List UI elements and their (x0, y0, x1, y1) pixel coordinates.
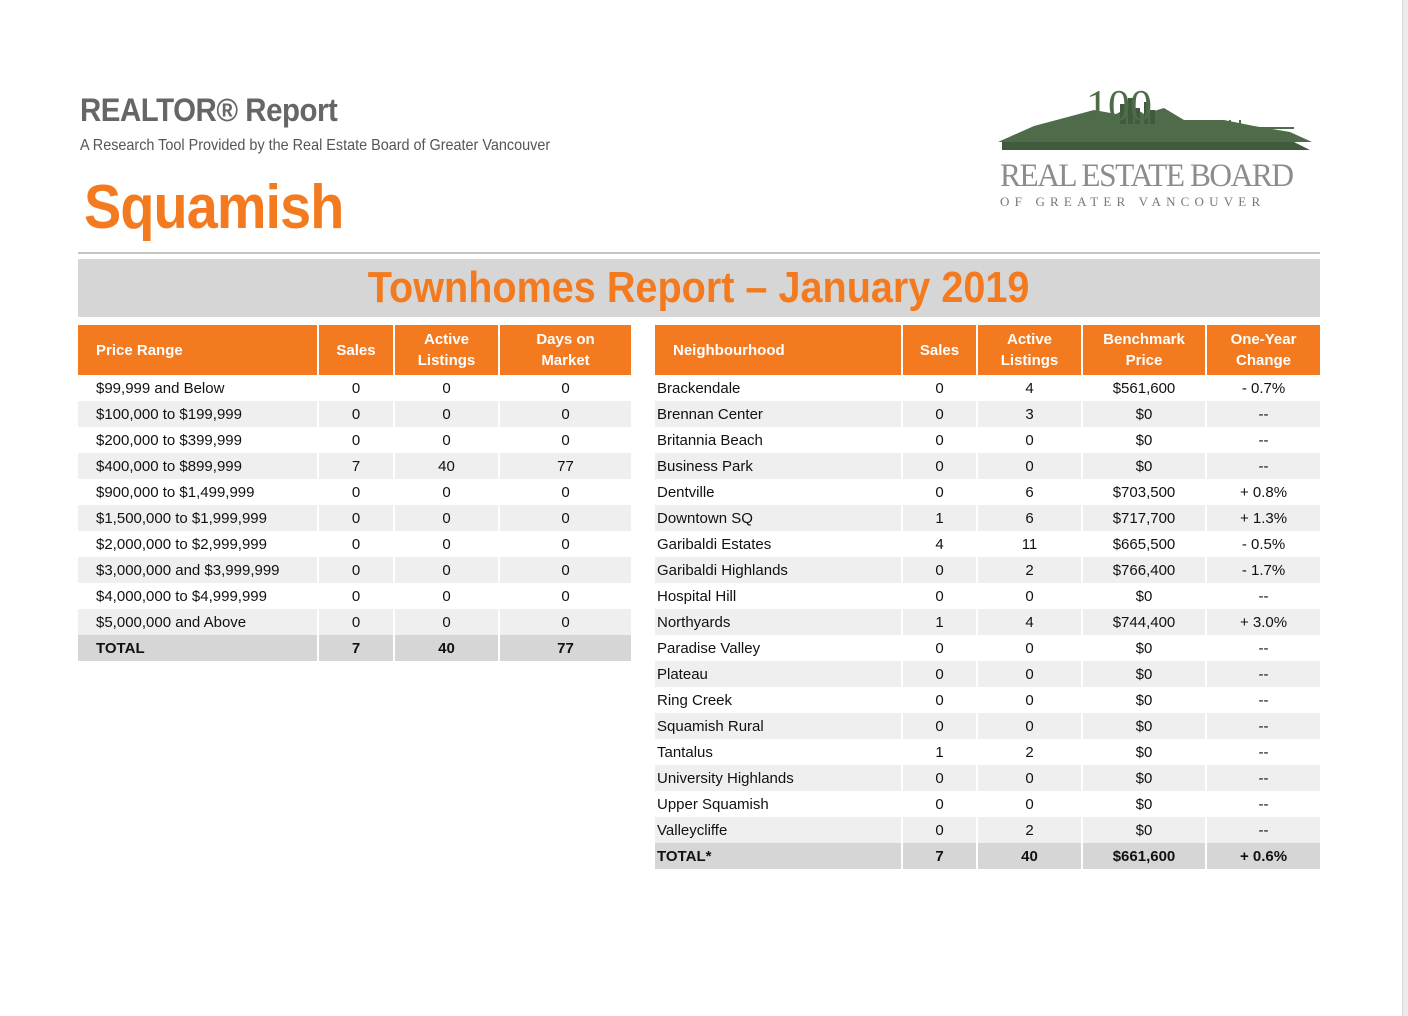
cell-days: 0 (500, 505, 631, 531)
table-row (78, 531, 631, 557)
col-header-neighbourhood: Neighbourhood (655, 325, 903, 375)
cell-active: 0 (395, 583, 500, 609)
table-row (78, 505, 631, 531)
table-row (655, 453, 1320, 479)
header-line: Active (423, 331, 470, 348)
cell-active: 6 (978, 505, 1083, 531)
header-line: Days on (536, 331, 595, 348)
cell-range: $3,000,000 and $3,999,999 (78, 557, 319, 583)
col-header-one-year-change (1207, 325, 1320, 375)
neighbourhood-table (655, 325, 1320, 869)
cell-days: 0 (561, 379, 570, 397)
cell-hood: University Highlands (655, 765, 903, 791)
cell-sales: 0 (903, 635, 978, 661)
cell-sales: 0 (903, 401, 978, 427)
cell-change: -- (1258, 691, 1269, 709)
cell-sales: 0 (903, 583, 978, 609)
cell-price: $0 (1083, 791, 1207, 817)
cell-sales: 7 (319, 453, 395, 479)
total-sales: 7 (903, 843, 978, 869)
cell-active: 0 (395, 609, 500, 635)
cell-hood: Squamish Rural (655, 713, 903, 739)
cell-price: $665,500 (1083, 531, 1207, 557)
cell-price: $744,400 (1083, 609, 1207, 635)
table-row (78, 557, 631, 583)
header-line: Listings (1000, 352, 1059, 369)
table-row (655, 609, 1320, 635)
table-row (78, 609, 631, 635)
table-row (655, 817, 1320, 843)
col-header-price-range: Price Range (78, 325, 319, 375)
cell-hood: Tantalus (655, 739, 903, 765)
table-row (655, 739, 1320, 765)
logo-line2: OF GREATER VANCOUVER (1000, 194, 1266, 209)
cell-active: 0 (978, 765, 1083, 791)
col-header-sales: Sales (319, 325, 395, 375)
cell-hood: Hospital Hill (655, 583, 903, 609)
cell-hood: Downtown SQ (655, 505, 903, 531)
cell-hood: Garibaldi Highlands (655, 557, 903, 583)
cell-sales: 0 (319, 583, 395, 609)
cell-change: -- (1207, 713, 1320, 739)
cell-sales: 0 (903, 817, 978, 843)
cell-sales: 1 (903, 609, 978, 635)
table-row (78, 427, 631, 453)
total-days: 77 (500, 635, 631, 661)
cell-active: 0 (395, 427, 500, 453)
col-header-active-listings (395, 325, 500, 375)
cell-active: 0 (395, 401, 500, 427)
cell-sales: 0 (319, 479, 395, 505)
cell-range: $2,000,000 to $2,999,999 (78, 531, 319, 557)
cell-price: $0 (1083, 817, 1207, 843)
table-header-row (655, 325, 1320, 375)
cell-days: 0 (561, 535, 570, 553)
cell-range: $400,000 to $899,999 (78, 453, 319, 479)
table-row (655, 765, 1320, 791)
total-row (78, 635, 631, 661)
cell-price: $0 (1083, 453, 1207, 479)
cell-active: 0 (978, 791, 1083, 817)
total-active: 40 (978, 843, 1083, 869)
cell-range: $99,999 and Below (78, 375, 319, 401)
report-subtitle: A Research Tool Provided by the Real Estate Board of Greater Vancouver (80, 137, 551, 154)
cell-sales: 0 (903, 713, 978, 739)
cell-change: -- (1207, 765, 1320, 791)
cell-active: 0 (978, 583, 1083, 609)
total-range: TOTAL (78, 635, 319, 661)
cell-sales: 0 (903, 375, 978, 401)
cell-change: -- (1258, 431, 1269, 449)
cell-sales: 0 (319, 505, 395, 531)
cell-days: 77 (500, 453, 631, 479)
total-sales: 7 (319, 635, 395, 661)
total-change: + 0.6% (1207, 843, 1320, 869)
table-row (655, 661, 1320, 687)
total-hood: TOTAL* (655, 843, 903, 869)
cell-range: $5,000,000 and Above (78, 609, 319, 635)
cell-days: 0 (500, 609, 631, 635)
table-row (655, 687, 1320, 713)
cell-hood: Northyards (655, 609, 903, 635)
table-row (78, 375, 631, 401)
cell-sales: 0 (319, 375, 395, 401)
cell-price: $0 (1083, 401, 1207, 427)
report-title: REALTOR® Report (80, 92, 338, 128)
table-row (655, 557, 1320, 583)
cell-active: 0 (395, 479, 500, 505)
cell-range: $200,000 to $399,999 (78, 427, 319, 453)
cell-active: 4 (978, 609, 1083, 635)
cell-range: $100,000 to $199,999 (78, 401, 319, 427)
report-banner (78, 259, 1320, 317)
header-line: One-Year (1230, 331, 1297, 348)
cell-active: 6 (978, 479, 1083, 505)
cell-active: 0 (395, 531, 500, 557)
cell-hood: Brennan Center (655, 401, 903, 427)
cell-price: $703,500 (1083, 479, 1207, 505)
header-line: Change (1235, 352, 1291, 369)
table-row (78, 401, 631, 427)
cell-active: 0 (978, 453, 1083, 479)
cell-sales: 0 (903, 557, 978, 583)
cell-sales: 4 (903, 531, 978, 557)
cell-active: 2 (978, 817, 1083, 843)
cell-active: 2 (978, 739, 1083, 765)
cell-active: 0 (978, 713, 1083, 739)
cell-change: + 1.3% (1207, 505, 1320, 531)
table-header-row (78, 325, 631, 375)
cell-days: 0 (500, 557, 631, 583)
table-row (78, 479, 631, 505)
area-title: Squamish (84, 173, 344, 242)
cell-price: $0 (1083, 765, 1207, 791)
col-header-active-listings (978, 325, 1083, 375)
cell-change: -- (1207, 817, 1320, 843)
cell-sales: 0 (903, 765, 978, 791)
cell-sales: 0 (903, 479, 978, 505)
cell-hood: Upper Squamish (655, 791, 903, 817)
cell-sales: 0 (319, 557, 395, 583)
cell-sales: 0 (319, 401, 395, 427)
cell-price: $0 (1083, 583, 1207, 609)
col-header-days-on-market (500, 325, 631, 375)
cell-days: 0 (561, 483, 570, 501)
board-logo (994, 80, 1318, 214)
table-row (655, 583, 1320, 609)
cell-change: -- (1207, 401, 1320, 427)
table-row (78, 583, 631, 609)
cell-active: 0 (395, 557, 500, 583)
table-row (655, 635, 1320, 661)
cell-price: $0 (1083, 739, 1207, 765)
cell-price: $0 (1083, 661, 1207, 687)
header-line: Active (1006, 331, 1053, 348)
page-edge (1402, 0, 1408, 1016)
table-row (78, 453, 631, 479)
cell-change: -- (1258, 743, 1269, 761)
table-row (655, 791, 1320, 817)
cell-change: - 1.7% (1207, 557, 1320, 583)
cell-sales: 0 (903, 661, 978, 687)
cell-hood: Paradise Valley (655, 635, 903, 661)
cell-active: 0 (978, 635, 1083, 661)
table-row (655, 505, 1320, 531)
logo-mark-icon (994, 80, 1318, 160)
cell-sales: 0 (903, 687, 978, 713)
cell-hood: Ring Creek (655, 687, 903, 713)
cell-change: - 0.5% (1241, 535, 1286, 553)
cell-active: 11 (978, 531, 1083, 557)
col-header-benchmark-price (1083, 325, 1207, 375)
cell-active: 0 (395, 375, 500, 401)
cell-range: $900,000 to $1,499,999 (78, 479, 319, 505)
table-row (655, 375, 1320, 401)
price-range-table (78, 325, 631, 661)
cell-change: -- (1258, 795, 1269, 813)
table-row (655, 401, 1320, 427)
cell-price: $717,700 (1083, 505, 1207, 531)
cell-change: + 0.8% (1239, 483, 1288, 501)
cell-price: $0 (1083, 713, 1207, 739)
table-row (655, 479, 1320, 505)
cell-sales: 1 (903, 505, 978, 531)
cell-price: $0 (1083, 427, 1207, 453)
cell-hood: Brackendale (655, 375, 903, 401)
cell-change: -- (1258, 639, 1269, 657)
header-line: Benchmark (1103, 331, 1185, 348)
cell-active: 0 (978, 427, 1083, 453)
cell-hood: Garibaldi Estates (655, 531, 903, 557)
cell-active: 0 (978, 661, 1083, 687)
cell-hood: Plateau (655, 661, 903, 687)
cell-hood: Dentville (655, 479, 903, 505)
cell-change: -- (1207, 453, 1320, 479)
total-row (655, 843, 1320, 869)
total-price: $661,600 (1083, 843, 1207, 869)
cell-active: 3 (978, 401, 1083, 427)
cell-sales: 0 (319, 427, 395, 453)
cell-active: 40 (395, 453, 500, 479)
cell-active: 0 (978, 687, 1083, 713)
cell-price: $766,400 (1083, 557, 1207, 583)
cell-range: $4,000,000 to $4,999,999 (78, 583, 319, 609)
cell-change: -- (1258, 587, 1269, 605)
cell-hood: Valleycliffe (655, 817, 903, 843)
logo-100-text: 100 (1086, 81, 1152, 130)
header-line: Price (1125, 352, 1163, 369)
cell-sales: 0 (903, 427, 978, 453)
cell-days: 0 (500, 401, 631, 427)
cell-change: -- (1207, 661, 1320, 687)
col-header-sales: Sales (903, 325, 978, 375)
cell-hood: Britannia Beach (655, 427, 903, 453)
cell-days: 0 (561, 587, 570, 605)
cell-sales: 0 (319, 531, 395, 557)
cell-range: $1,500,000 to $1,999,999 (78, 505, 319, 531)
header-divider (78, 252, 1320, 254)
cell-sales: 0 (319, 609, 395, 635)
banner-title: Townhomes Report – January 2019 (368, 263, 1030, 312)
header-line: Market (541, 352, 590, 369)
cell-change: - 0.7% (1241, 379, 1286, 397)
cell-price: $0 (1083, 635, 1207, 661)
total-active: 40 (395, 635, 500, 661)
cell-sales: 0 (903, 453, 978, 479)
cell-days: 0 (561, 431, 570, 449)
table-row (655, 713, 1320, 739)
cell-change: + 3.0% (1207, 609, 1320, 635)
cell-sales: 0 (903, 791, 978, 817)
cell-price: $0 (1083, 687, 1207, 713)
cell-active: 0 (395, 505, 500, 531)
cell-sales: 1 (903, 739, 978, 765)
header-line: Listings (417, 352, 476, 369)
cell-active: 2 (978, 557, 1083, 583)
logo-line1: REAL ESTATE BOARD (1000, 158, 1293, 194)
cell-hood: Business Park (655, 453, 903, 479)
cell-active: 4 (978, 375, 1083, 401)
table-row (655, 427, 1320, 453)
table-row (655, 531, 1320, 557)
cell-price: $561,600 (1083, 375, 1207, 401)
